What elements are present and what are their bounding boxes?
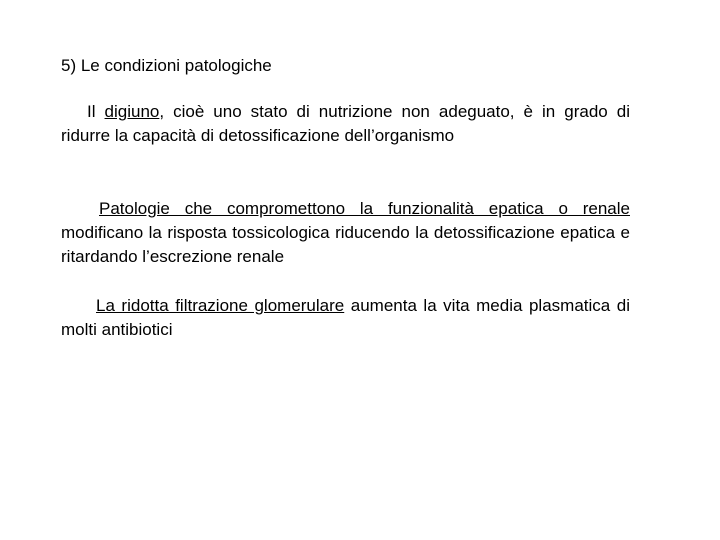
slide-heading: 5) Le condizioni patologiche — [61, 56, 272, 75]
paragraph-fasting — [61, 100, 630, 148]
paragraph-pathologies — [61, 197, 630, 269]
paragraph-fasting-pre: Il — [87, 102, 105, 121]
paragraph-glomerular-post: aumenta la vita media plasmatica di molti antibiotici — [61, 296, 630, 339]
paragraph-glomerular-underlined: La ridotta filtrazione glomerulare — [96, 296, 345, 315]
paragraph-fasting-underlined: digiuno — [104, 102, 160, 121]
paragraph-pathologies-post: modificano la risposta tossicologica riducendo la detossificazione epatica e ritardando l’escrezione renale — [61, 223, 630, 266]
paragraph-pathologies-underlined: Patologie che compromettono la funzionalità epatica o renale — [99, 199, 630, 218]
paragraph-glomerular — [61, 294, 630, 342]
paragraph-fasting-post: , cioè uno stato di nutrizione non adeguato, è in grado di ridurre la capacità di detossificazione dell’organismo — [61, 102, 630, 145]
